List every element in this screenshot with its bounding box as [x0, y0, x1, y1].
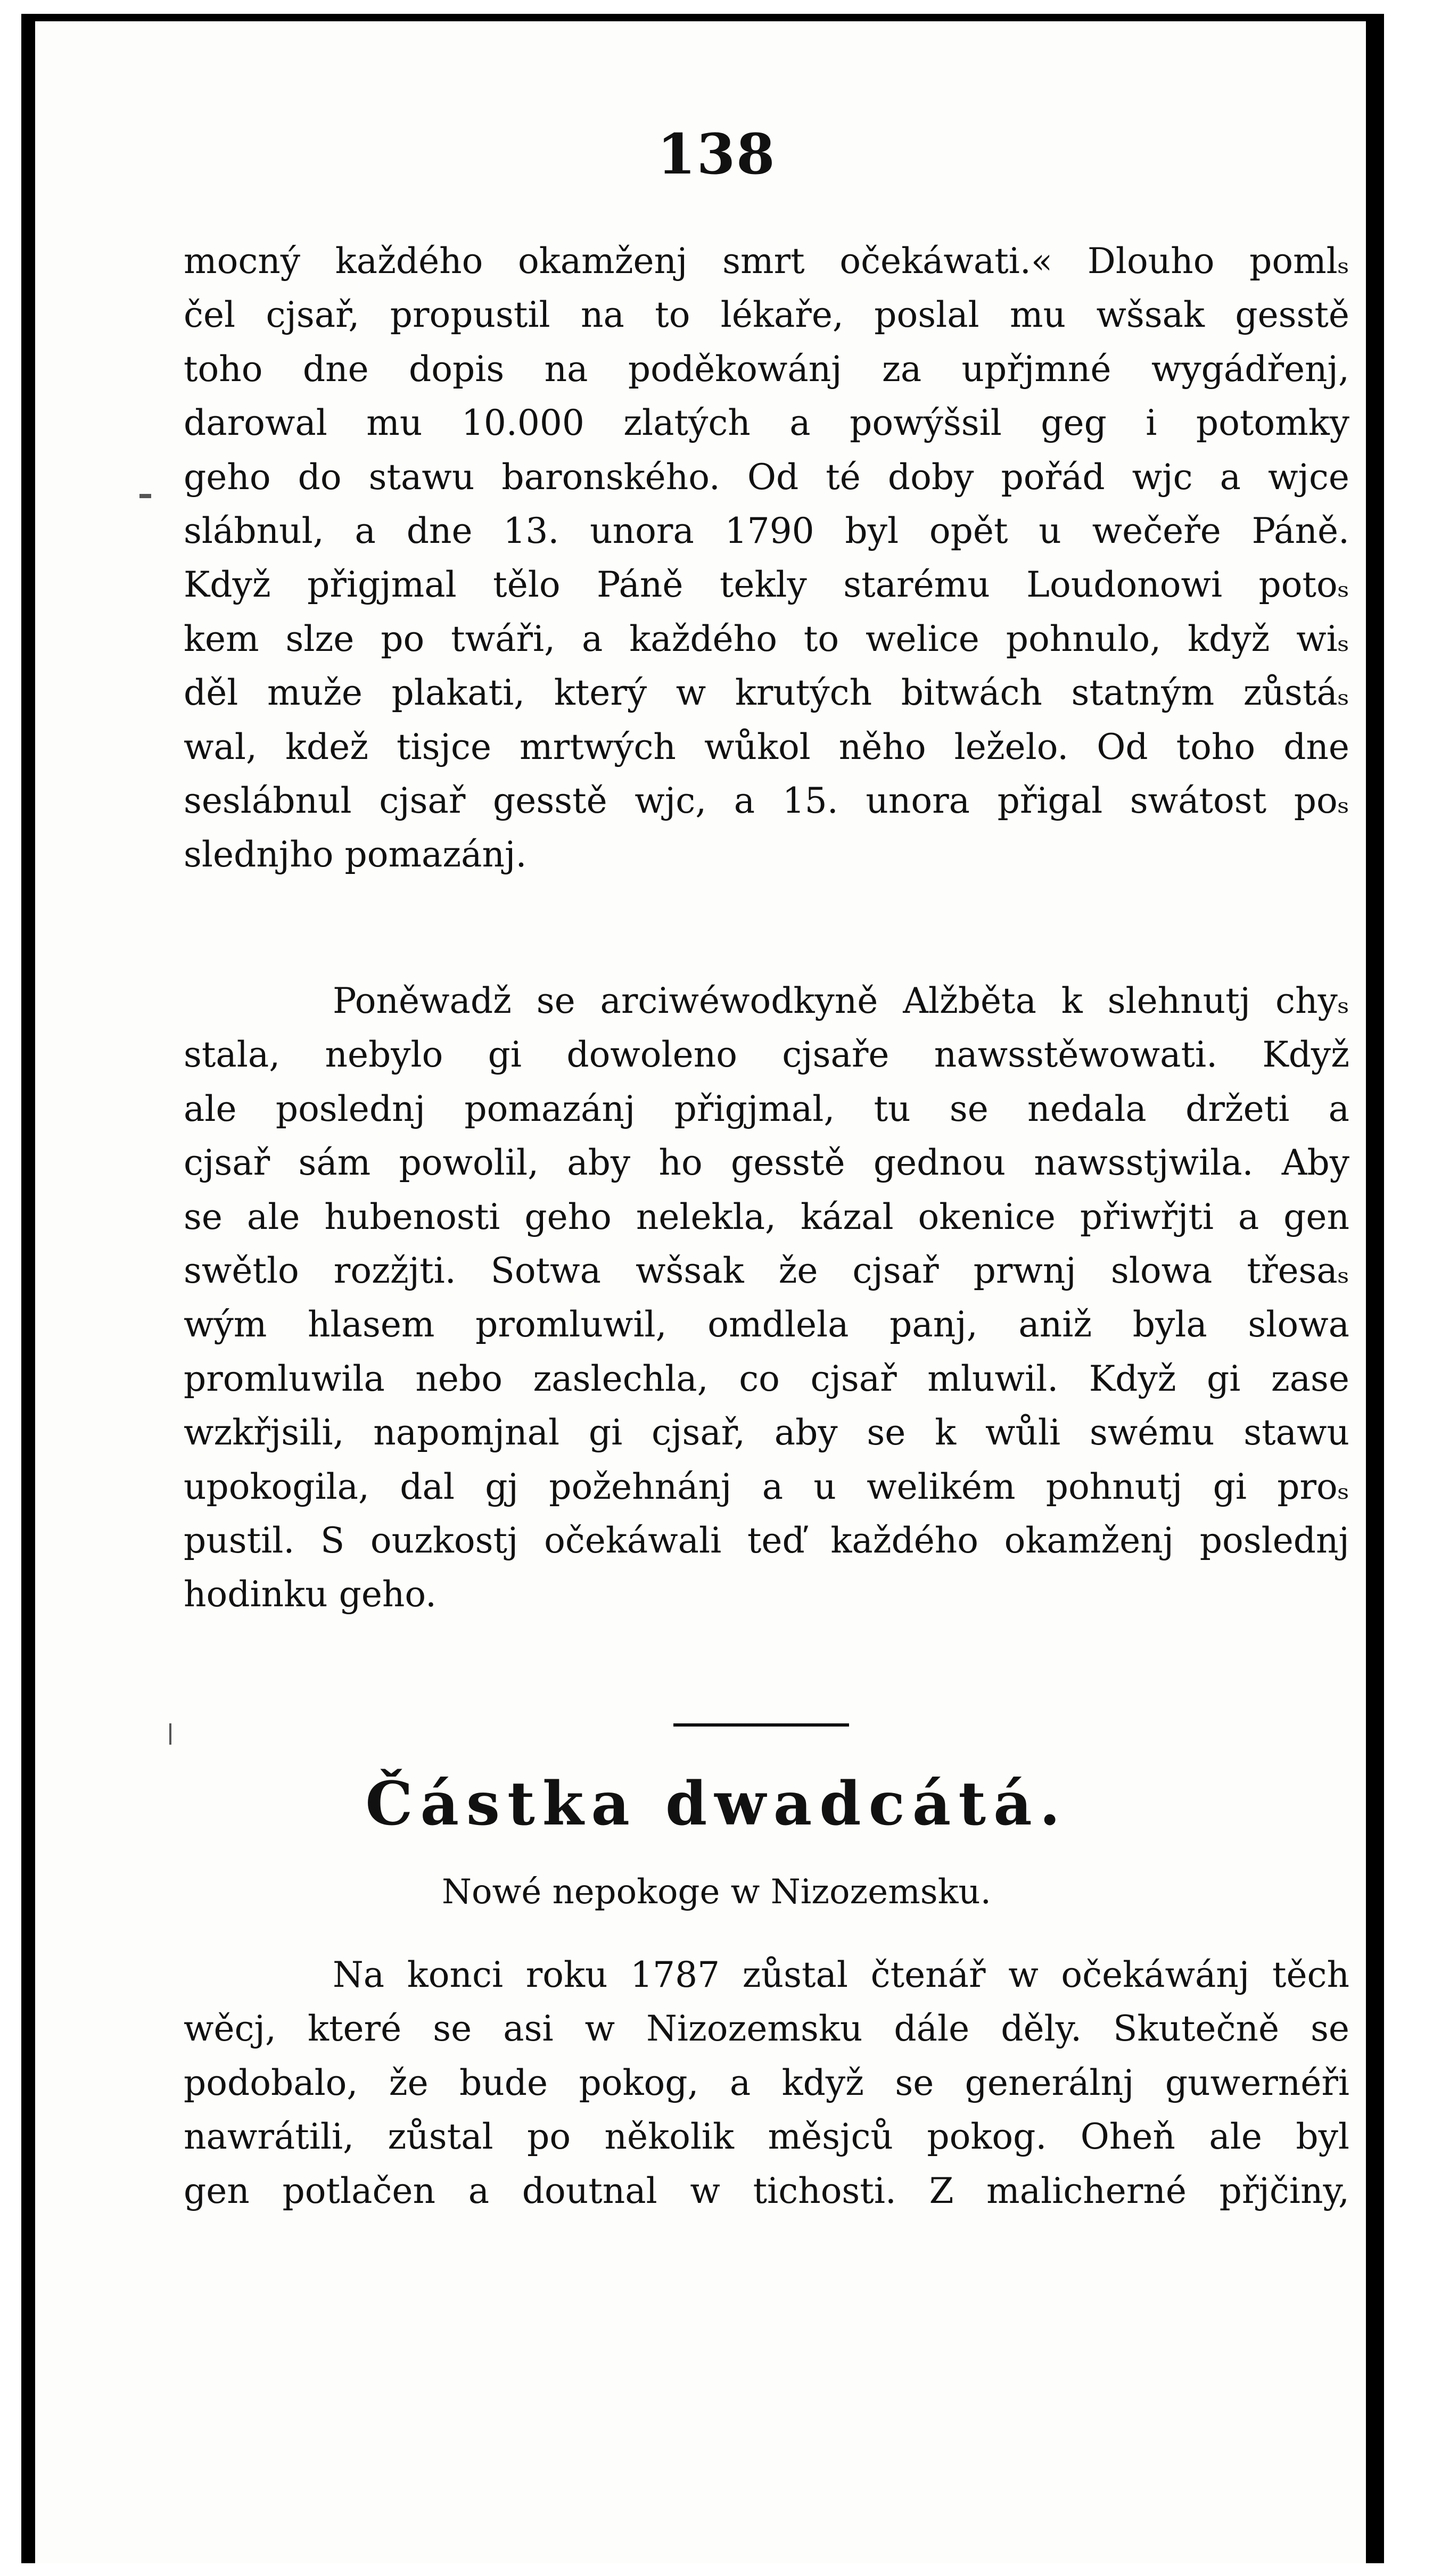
chapter-subtitle: Nowé nepokoge w Nizozemsku. [442, 1872, 991, 1912]
text-line: upokogila, dal gj požehnánj a u welikém pohnutj gi proₛ [184, 1466, 1349, 1507]
text-line: mocný každého okamženj smrt očekáwati.« Dlouho pomlₛ [184, 241, 1349, 282]
text-line: stala, nebylo gi dowoleno cjsaře nawsstěwowati. Když [184, 1034, 1349, 1076]
text-line: Poněwadž se arciwéwodkyně Alžběta k slehnutj chyₛ [333, 980, 1349, 1021]
page-number: 138 [657, 121, 776, 187]
text-line: čel cjsař, propustil na to lékaře, poslal mu wšsak gesstě [184, 294, 1349, 336]
text-line: Na konci roku 1787 zůstal čtenář w očekáwánj těch [333, 1954, 1349, 1995]
text-line: wal, kdež tisjce mrtwých wůkol něho leželo. Od toho dne [184, 726, 1349, 767]
section-divider [673, 1723, 849, 1727]
paragraph-2 [184, 974, 1349, 1622]
text-line: wzkřjsili, napomjnal gi cjsař, aby se k wůli swému stawu [184, 1412, 1349, 1454]
text-line: se ale hubenosti geho nelekla, kázal okenice přiwřjti a gen [184, 1196, 1349, 1237]
text-line: ale poslednj pomazánj přigjmal, tu se nedala držeti a [184, 1088, 1349, 1129]
margin-mark [139, 494, 151, 498]
text-line: pustil. S ouzkostj očekáwali teď každého okamženj poslednj [184, 1520, 1349, 1561]
text-line: toho dne dopis na poděkowánj za upřjmné wygádřenj, [184, 348, 1349, 390]
text-line: promluwila nebo zaslechla, co cjsař mluwil. Když gi zase [184, 1358, 1349, 1399]
text-line: gen potlačen a doutnal w tichosti. Z malicherné přjčiny, [184, 2170, 1349, 2211]
text-line: hodinku geho. [184, 1574, 437, 1615]
paragraph-1 [184, 234, 1349, 882]
text-line: seslábnul cjsař gesstě wjc, a 15. unora přigal swátost poₛ [184, 780, 1349, 821]
text-line: kem slze po twáři, a každého to welice pohnulo, když wiₛ [184, 618, 1349, 659]
text-line: podobalo, že bude pokog, a když se generálnj guwernéři [184, 2062, 1349, 2103]
text-line: wým hlasem promluwil, omdlela panj, aniž byla slowa [184, 1304, 1349, 1345]
text-line: wěcj, které se asi w Nizozemsku dále děly. Skutečně se [184, 2008, 1349, 2050]
text-line: cjsař sám powolil, aby ho gesstě gednou nawsstjwila. Aby [184, 1142, 1349, 1184]
text-line: darowal mu 10.000 zlatých a powýšsil geg i potomky [184, 402, 1349, 444]
text-line: nawrátili, zůstal po několik měsjců pokog. Oheň ale byl [184, 2116, 1349, 2158]
chapter-title: Částka dwadcátá. [365, 1769, 1068, 1839]
margin-mark [169, 1723, 171, 1745]
text-line: geho do stawu baronského. Od té doby pořád wjc a wjce [184, 456, 1349, 498]
text-line: slednjho pomazánj. [184, 834, 527, 876]
text-line: děl muže plakati, který w krutých bitwách statným zůstáₛ [184, 672, 1349, 714]
text-line: slábnul, a dne 13. unora 1790 byl opět u wečeře Páně. [184, 510, 1349, 551]
paragraph-3 [184, 1948, 1349, 2218]
text-line: Když přigjmal tělo Páně tekly starému Loudonowi potoₛ [184, 564, 1349, 606]
text-line: swětlo rozžjti. Sotwa wšsak že cjsař prwnj slowa třesaₛ [184, 1250, 1349, 1291]
